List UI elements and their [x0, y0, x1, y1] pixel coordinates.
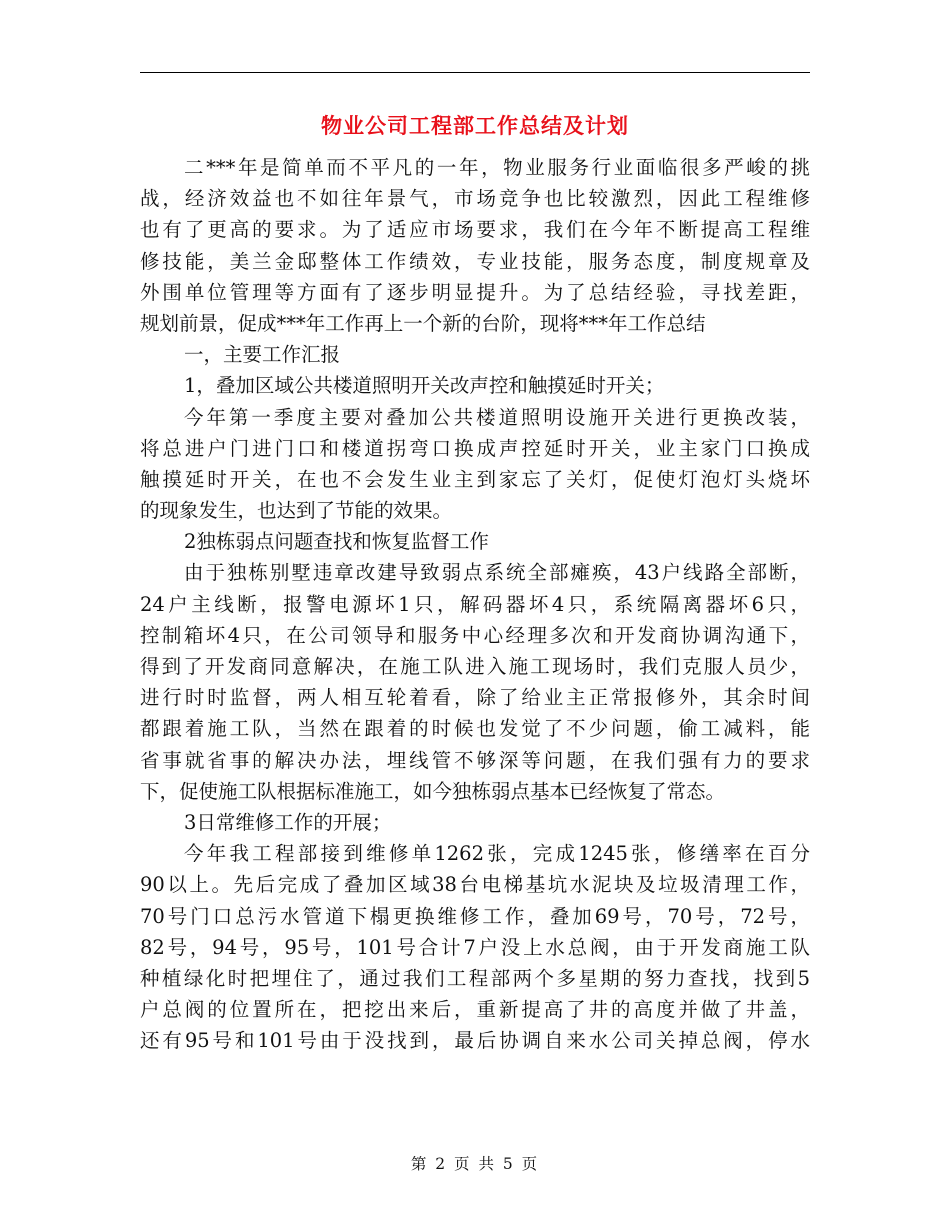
- body-line: 控制箱坏4只，在公司领导和服务中心经理多次和开发商协调沟通下，: [140, 623, 810, 647]
- body-line: 由于独栋别墅违章改建导致弱点系统全部瘫痪，43户线路全部断，: [184, 561, 810, 585]
- body-line: 一，主要工作汇报: [184, 343, 341, 367]
- body-line: 今年我工程部接到维修单1262张，完成1245张，修缮率在百分: [184, 842, 810, 866]
- body-line: 70号门口总污水管道下榻更换维修工作，叠加69号，70号，72号，: [140, 904, 810, 928]
- document-title: 物业公司工程部工作总结及计划: [321, 113, 629, 138]
- document-body: [140, 152, 810, 1056]
- body-line: 修技能，美兰金邸整体工作绩效，专业技能，服务态度，制度规章及: [140, 249, 810, 273]
- body-line: 90以上。先后完成了叠加区域38台电梯基坑水泥块及垃圾清理工作，: [140, 873, 810, 897]
- body-line: 种植绿化时把埋住了，通过我们工程部两个多星期的努力查找，找到5: [140, 966, 810, 990]
- body-line: 二***年是简单而不平凡的一年，物业服务行业面临很多严峻的挑: [184, 156, 810, 179]
- body-line: 将总进户门进门口和楼道拐弯口换成声控延时开关，业主家门口换成: [140, 436, 810, 460]
- body-line: 2独栋弱点问题查找和恢复监督工作: [184, 530, 489, 554]
- body-line: 得到了开发商同意解决，在施工队进入施工现场时，我们克服人员少，: [140, 655, 810, 678]
- body-line: 24户主线断，报警电源坏1只，解码器坏4只，系统隔离器坏6只，: [140, 592, 810, 616]
- body-line: 进行时时监督，两人相互轮着看，除了给业主正常报修外，其余时间: [140, 686, 810, 710]
- body-line: 户总阀的位置所在，把挖出来后，重新提高了井的高度并做了井盖，: [140, 998, 810, 1022]
- body-line: 1，叠加区域公共楼道照明开关改声控和触摸延时开关；: [184, 374, 665, 398]
- body-line: 触摸延时开关，在也不会发生业主到家忘了关灯，促使灯泡灯头烧坏: [140, 467, 810, 491]
- body-line: 都跟着施工队，当然在跟着的时候也发觉了不少问题，偷工减料，能: [140, 717, 810, 741]
- body-line: 战，经济效益也不如往年景气，市场竞争也比较激烈，因此工程维修: [140, 187, 810, 211]
- body-line: 下，促使施工队根据标准施工，如今独栋弱点基本已经恢复了常态。: [140, 779, 726, 803]
- body-line: 今年第一季度主要对叠加公共楼道照明设施开关进行更换改装，: [184, 405, 810, 429]
- body-line: 的现象发生，也达到了节能的效果。: [140, 499, 453, 523]
- page-number: 第 2 页 共 5 页: [410, 1155, 540, 1173]
- body-line: 82号，94号，95号，101号合计7户没上水总阀，由于开发商施工队: [140, 935, 810, 959]
- body-line: 省事就省事的解决办法，埋线管不够深等问题，在我们强有力的要求: [140, 748, 810, 772]
- body-line: 3日常维修工作的开展；: [184, 810, 392, 834]
- body-line: 也有了更高的要求。为了适应市场要求，我们在今年不断提高工程维: [140, 218, 810, 242]
- header-rule: [140, 72, 810, 73]
- body-line: 还有95号和101号由于没找到，最后协调自来水公司关掉总阀，停水: [140, 1029, 810, 1053]
- body-line: 规划前景，促成***年工作再上一个新的台阶，现将***年工作总结: [140, 311, 706, 335]
- body-line: 外围单位管理等方面有了逐步明显提升。为了总结经验，寻找差距，: [140, 280, 810, 304]
